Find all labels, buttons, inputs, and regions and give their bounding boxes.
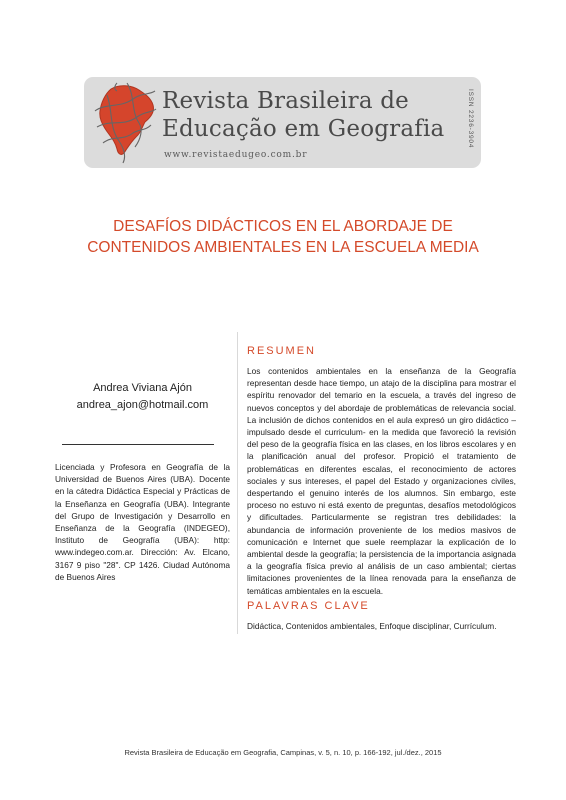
issn-label: ISSN 2236-3904 — [467, 89, 474, 149]
author-email: andrea_ajon@hotmail.com — [76, 399, 209, 411]
author-block — [55, 380, 230, 414]
article-title-line-1: DESAFÍOS DIDÁCTICOS EN EL ABORDAJE DE — [113, 218, 453, 235]
journal-banner — [84, 77, 481, 168]
author-name: Andrea Viviana Ajón — [93, 382, 192, 394]
journal-title — [162, 87, 462, 143]
resumen-heading: RESUMEN — [247, 345, 317, 357]
author-divider — [62, 444, 214, 445]
keywords-text: Didáctica, Contenidos ambientales, Enfoque disciplinar, Currículum. — [247, 621, 497, 631]
brazil-map-logo-icon — [93, 81, 157, 165]
article-title-line-2: CONTENIDOS AMBIENTALES EN LA ESCUELA MEDIA — [87, 239, 479, 256]
resumen-text: Los contenidos ambientales en la enseñanza de la Geografía representan desde hace tiempo, un atajo de la disciplina para mostrar el espíritu renovador del temario en la escuela, a través del ingreso de nuevos conceptos y del abordaje de problemáticas de relevancia social. La inclusión de dichos contenidos en el aula expresó un giro didáctico – impulsado desde el curriculum- en la medida que favoreció la revisión del peso de la geografía física en las clases, en los libros escolares y en la planificación anual del profesor. Propició el tratamiento de problemáticas en diferentes escalas, el reconocimiento de actores sociales y sus intereses, el papel del Estado y organizaciones civiles, despertando el genuino interés de los alumnos. Sin embargo, este proceso no estuvo ni está exento de preguntas, desafíos metodológicos y dificultades. Particularmente se registran tres debilidades: la abundancia de información proveniente de los medios masivos de comunicación e Internet que suele reemplazar la explicación de lo ambiental desde la geografía; la persistencia de la importancia asignada a la geografía física previo al análisis de un caso ambiental; ciertas limitaciones provenientes de la línea renovada para la enseñanza de temáticas ambientales en la escuela. — [247, 366, 516, 596]
journal-url: www.revistaedugeo.com.br — [164, 150, 308, 160]
column-rule — [237, 332, 238, 634]
article-title — [60, 216, 506, 258]
author-bio: Licenciada y Profesora en Geografía de la Universidad de Buenos Aires (UBA). Docente en la cátedra Didáctica Especial y Prácticas de la Enseñanza en Geografía (UBA). Integrante del Grupo de Investigación y Desarrollo en Enseñanza de la Geografía (INDEGEO), Instituto de Geografía (UBA): http: www.indegeo.com.ar. Dirección: Av. Elcano, 3167 9 piso "28". CP 1426. Ciudad Autónoma de Buenos Aires — [55, 462, 230, 582]
journal-title-line-2: Educação em Geografia — [162, 116, 445, 142]
keywords-heading: PALAVRAS CLAVE — [247, 600, 370, 612]
journal-title-line-1: Revista Brasileira de — [162, 88, 409, 114]
footer-citation: Revista Brasileira de Educação em Geografia, Campinas, v. 5, n. 10, p. 166-192, jul./dez., 2015 — [124, 748, 442, 757]
